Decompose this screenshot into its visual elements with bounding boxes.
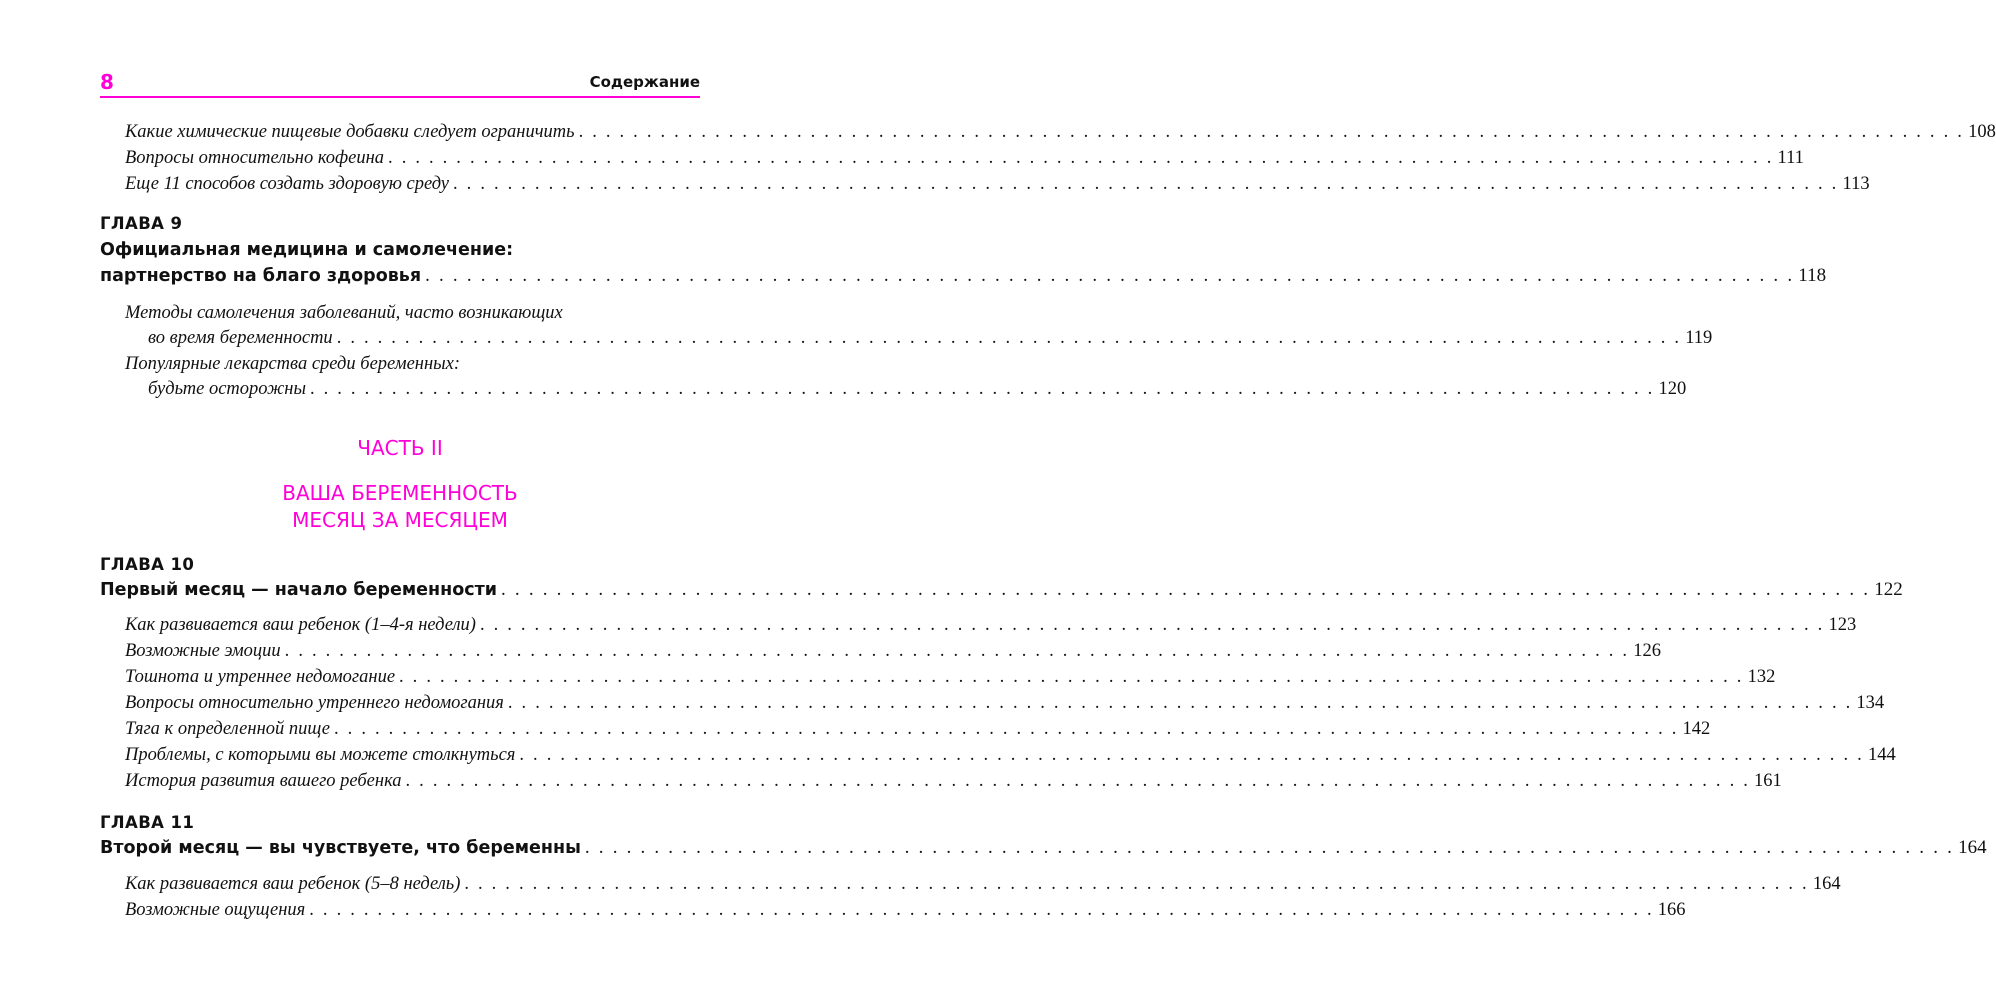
toc-entry-title: Еще 11 способов создать здоровую среду xyxy=(125,174,450,194)
leader-dots: . . . . . . . . . . . . . . . . . . . . . . . . . . . . . . . . . . . . . . . . . . . . . . . . . . . . . . . . . . . . . . . . . . . . . . . . . . . . . . . . . . . . . . . . . . . . . . . . . . . xyxy=(425,265,1795,286)
leader-dots: . . . . . . . . . . . . . . . . . . . . . . . . . . . . . . . . . . . . . . . . . . . . . . . . . . . . . . . . . . . . . . . . . . . . . . . . . . . . . . . . . . . . . . . . . . . . . . . . . . . xyxy=(309,379,1655,399)
toc-entry-page: 119 xyxy=(1685,328,1713,348)
chapter-page: 164 xyxy=(1958,837,1987,858)
leader-dots: . . . . . . . . . . . . . . . . . . . . . . . . . . . . . . . . . . . . . . . . . . . . . . . . . . . . . . . . . . . . . . . . . . . . . . . . . . . . . . . . . . . . . . . . . . . . . . . . . . . xyxy=(284,641,1630,661)
toc-entry[interactable] xyxy=(100,353,725,375)
chapter-page: 122 xyxy=(1874,579,1903,600)
toc-entry[interactable] xyxy=(100,692,1885,714)
toc-entry-title: Популярные лекарства среди беременных: xyxy=(125,354,461,374)
chapter-title-row[interactable] xyxy=(100,836,1987,860)
leader-dots: . . . . . . . . . . . . . . . . . . . . . . . . . . . . . . . . . . . . . . . . . . . . . . . . . . . . . . . . . . . . . . . . . . . . . . . . . . . . . . . . . . . . . . . . . . . . . . . . . . . . . . xyxy=(578,122,1965,142)
toc-entry-page: 120 xyxy=(1658,379,1687,399)
toc-entry-title: История развития вашего ребенка xyxy=(125,771,402,791)
page-header xyxy=(100,70,700,94)
toc-entry[interactable] xyxy=(100,173,1870,195)
toc-entry-page: 144 xyxy=(1867,745,1896,765)
chapter-page: 118 xyxy=(1798,265,1827,286)
toc-entry-title: Вопросы относительно кофеина xyxy=(125,148,385,168)
part-label: ЧАСТЬ II xyxy=(357,436,443,460)
chapter-title-row[interactable] xyxy=(100,264,1827,288)
toc-entry-title: Возможные ощущения xyxy=(125,900,306,920)
part-title: ВАША БЕРЕМЕННОСТЬ xyxy=(282,481,518,505)
leader-dots: . . . . . . . . . . . . . . . . . . . . . . . . . . . . . . . . . . . . . . . . . . . . . . . . . . . . . . . . . . . . . . . . . . . . . . . . . . . . . . . . . . . . . . . . . . . . . . . . . . . xyxy=(519,745,1864,765)
toc-entry-title: Методы самолечения заболеваний, часто возникающих xyxy=(125,303,563,323)
toc-entry[interactable] xyxy=(100,640,1661,662)
toc-entry-title: будьте осторожны xyxy=(148,379,306,399)
chapter-title: партнерство на благо здоровья xyxy=(100,266,422,286)
toc-entry[interactable] xyxy=(100,121,1996,143)
leader-dots: . . . . . . . . . . . . . . . . . . . . . . . . . . . . . . . . . . . . . . . . . . . . . . . . . . . . . . . . . . . . . . . . . . . . . . . . . . . . . . . . . . . . . . . . . . . . . . . . . . . xyxy=(507,693,1853,713)
toc-entry-page: 142 xyxy=(1682,719,1711,739)
toc-entry-page: 161 xyxy=(1754,771,1782,791)
chapter-title: Второй месяц — вы чувствуете, что беременны xyxy=(100,838,581,858)
chapter-label: ГЛАВА 9 xyxy=(100,214,183,233)
header-rule xyxy=(100,96,700,98)
leader-dots: . . . . . . . . . . . . . . . . . . . . . . . . . . . . . . . . . . . . . . . . . . . . . . . . . . . . . . . . . . . . . . . . . . . . . . . . . . . . . . . . . . . . . . . . . . . . . . . . . . . xyxy=(501,579,1871,600)
toc-entry-page: 164 xyxy=(1812,874,1841,894)
toc-entry-page: 134 xyxy=(1856,693,1885,713)
toc-entry-title: Тошнота и утреннее недомогание xyxy=(125,667,396,687)
toc-entry-page: 126 xyxy=(1633,641,1661,661)
chapter-label: ГЛАВА 10 xyxy=(100,555,195,574)
toc-entry[interactable] xyxy=(100,302,725,324)
toc-entry[interactable] xyxy=(100,614,1857,636)
toc-entry-page: 166 xyxy=(1657,900,1686,920)
toc-entry[interactable] xyxy=(100,744,1896,766)
leader-dots: . . . . . . . . . . . . . . . . . . . . . . . . . . . . . . . . . . . . . . . . . . . . . . . . . . . . . . . . . . . . . . . . . . . . . . . . . . . . . . . . . . . . . . . . . . . . . . . . . . . xyxy=(334,719,1679,739)
toc-entry-page: 108 xyxy=(1968,122,1996,142)
toc-entry-page: 132 xyxy=(1747,667,1776,687)
leader-dots: . . . . . . . . . . . . . . . . . . . . . . . . . . . . . . . . . . . . . . . . . . . . . . . . . . . . . . . . . . . . . . . . . . . . . . . . . . . . . . . . . . . . . . . . . . . . . . . . . . . . . . xyxy=(453,174,1839,194)
toc-entry-page: 111 xyxy=(1777,148,1804,168)
chapter-title[interactable]: Официальная медицина и самолечение: xyxy=(100,240,514,260)
toc-entry-title: Проблемы, с которыми вы можете столкнуться xyxy=(125,745,516,765)
leader-dots: . . . . . . . . . . . . . . . . . . . . . . . . . . . . . . . . . . . . . . . . . . . . . . . . . . . . . . . . . . . . . . . . . . . . . . . . . . . . . . . . . . . . . . . . . . . . . . . . . . . xyxy=(309,900,1654,920)
leader-dots: . . . . . . . . . . . . . . . . . . . . . . . . . . . . . . . . . . . . . . . . . . . . . . . . . . . . . . . . . . . . . . . . . . . . . . . . . . . . . . . . . . . . . . . . . . . . . . . . . . . xyxy=(584,837,1955,858)
leader-dots: . . . . . . . . . . . . . . . . . . . . . . . . . . . . . . . . . . . . . . . . . . . . . . . . . . . . . . . . . . . . . . . . . . . . . . . . . . . . . . . . . . . . . . . . . . . . . . . . . . . xyxy=(464,874,1809,894)
leader-dots: . . . . . . . . . . . . . . . . . . . . . . . . . . . . . . . . . . . . . . . . . . . . . . . . . . . . . . . . . . . . . . . . . . . . . . . . . . . . . . . . . . . . . . . . . . . . . . . . . . . xyxy=(336,328,1682,348)
leader-dots: . . . . . . . . . . . . . . . . . . . . . . . . . . . . . . . . . . . . . . . . . . . . . . . . . . . . . . . . . . . . . . . . . . . . . . . . . . . . . . . . . . . . . . . . . . . . . . . . . . . xyxy=(479,615,1825,635)
toc-entry[interactable] xyxy=(100,147,1804,169)
toc-entry-title: Как развивается ваш ребенок (1–4-я недели) xyxy=(125,615,476,635)
chapter-label: ГЛАВА 11 xyxy=(100,813,195,832)
toc-entry-title: Возможные эмоции xyxy=(125,641,281,661)
chapter-title-row[interactable] xyxy=(100,578,1903,602)
toc-entry[interactable] xyxy=(100,873,1841,895)
running-title: Содержание xyxy=(589,73,700,91)
toc-entry-title: Вопросы относительно утреннего недомогания xyxy=(125,693,504,713)
chapter-title: Первый месяц — начало беременности xyxy=(100,580,498,600)
toc-entry-title: Какие химические пищевые добавки следует ограничить xyxy=(125,122,575,142)
leader-dots: . . . . . . . . . . . . . . . . . . . . . . . . . . . . . . . . . . . . . . . . . . . . . . . . . . . . . . . . . . . . . . . . . . . . . . . . . . . . . . . . . . . . . . . . . . . . . . . . . . . . . . xyxy=(388,148,1774,168)
toc-entry[interactable] xyxy=(100,327,1713,349)
toc-entry[interactable] xyxy=(100,899,1686,921)
toc-entry-title: Как развивается ваш ребенок (5–8 недель) xyxy=(125,874,461,894)
toc-entry-title: Тяга к определенной пище xyxy=(125,719,331,739)
toc-entry[interactable] xyxy=(100,718,1711,740)
toc-entry-page: 113 xyxy=(1842,174,1870,194)
leader-dots: . . . . . . . . . . . . . . . . . . . . . . . . . . . . . . . . . . . . . . . . . . . . . . . . . . . . . . . . . . . . . . . . . . . . . . . . . . . . . . . . . . . . . . . . . . . . . . . . . . . xyxy=(405,771,1751,791)
part-title: МЕСЯЦ ЗА МЕСЯЦЕМ xyxy=(292,508,508,532)
page-number: 8 xyxy=(100,70,114,94)
toc-entry[interactable] xyxy=(100,770,1782,792)
toc-entry-title: во время беременности xyxy=(148,328,333,348)
toc-entry[interactable] xyxy=(100,666,1776,688)
leader-dots: . . . . . . . . . . . . . . . . . . . . . . . . . . . . . . . . . . . . . . . . . . . . . . . . . . . . . . . . . . . . . . . . . . . . . . . . . . . . . . . . . . . . . . . . . . . . . . . . . . . xyxy=(399,667,1744,687)
toc-entry[interactable] xyxy=(100,378,1687,400)
toc-entry-page: 123 xyxy=(1828,615,1857,635)
